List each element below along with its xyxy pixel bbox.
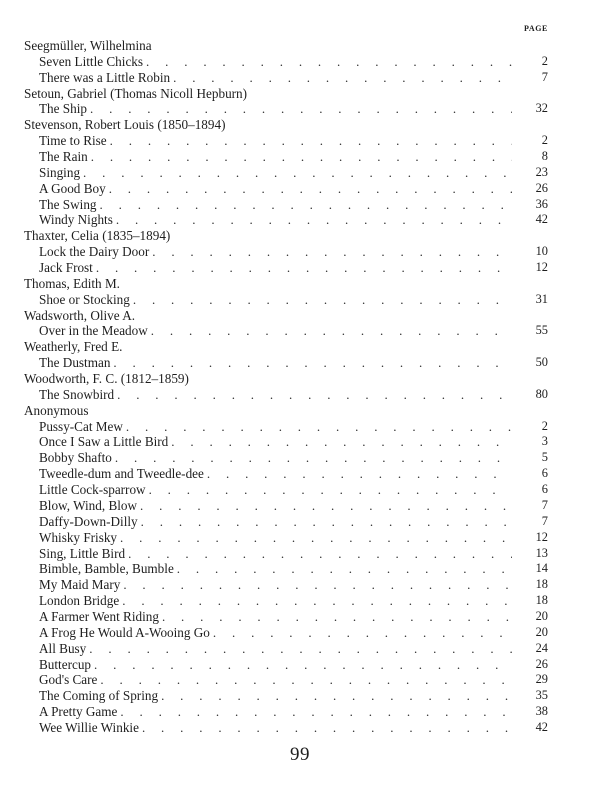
poem-page-number: 13 (535, 545, 548, 560)
poem-entry (24, 657, 548, 673)
dot-leader (141, 514, 512, 530)
poem-entry (24, 577, 548, 593)
author-entry (24, 308, 548, 324)
poem-title: Daffy-Down-Dilly (39, 513, 138, 529)
dot-leader (173, 70, 512, 86)
poem-page-number: 18 (535, 593, 548, 608)
author-entry (24, 339, 548, 355)
dot-leader (113, 355, 512, 371)
poem-title: The Rain (39, 149, 88, 165)
poem-page-number: 50 (535, 355, 548, 370)
dot-leader (149, 482, 512, 498)
poem-page-number: 35 (535, 688, 548, 703)
page-number: 99 (290, 744, 310, 765)
poem-page-number: 5 (541, 450, 548, 465)
author-name: Weatherly, Fred E. (24, 339, 123, 355)
author-entry (24, 228, 548, 244)
poem-page-number: 23 (535, 164, 548, 179)
poem-title: A Frog He Would A-Wooing Go (39, 624, 210, 640)
poem-entry (24, 54, 548, 70)
poem-entry (24, 101, 548, 117)
poem-page-number: 42 (535, 719, 548, 734)
author-entry (24, 371, 548, 387)
dot-leader (161, 688, 512, 704)
dot-leader (96, 260, 512, 276)
poem-page-number: 18 (535, 577, 548, 592)
dot-leader (177, 561, 512, 577)
poem-entry (24, 482, 548, 498)
poem-entry (24, 625, 548, 641)
dot-leader (122, 593, 512, 609)
poem-entry (24, 609, 548, 625)
poem-page-number: 8 (541, 149, 548, 164)
dot-leader (109, 181, 512, 197)
poem-entry (24, 149, 548, 165)
poem-page-number: 2 (541, 418, 548, 433)
poem-page-number: 20 (535, 624, 548, 639)
dot-leader (100, 197, 512, 213)
author-name: Stevenson, Robert Louis (1850–1894) (24, 117, 226, 133)
poem-title: Bimble, Bamble, Bumble (39, 561, 174, 577)
poem-title: A Pretty Game (39, 704, 118, 720)
dot-leader (115, 450, 512, 466)
dot-leader (162, 609, 512, 625)
poem-entry (24, 181, 548, 197)
dot-leader (91, 149, 512, 165)
poem-page-number: 32 (535, 101, 548, 116)
poem-title: Shoe or Stocking (39, 291, 130, 307)
poem-page-number: 42 (535, 212, 548, 227)
dot-leader (213, 625, 512, 641)
poem-entry (24, 323, 548, 339)
poem-title: Blow, Wind, Blow (39, 497, 138, 513)
poem-entry (24, 355, 548, 371)
poem-title: A Farmer Went Riding (39, 608, 159, 624)
dot-leader (89, 641, 512, 657)
poem-title: Whisky Frisky (39, 529, 118, 545)
dot-leader (207, 466, 512, 482)
poem-entry (24, 561, 548, 577)
poem-page-number: 38 (535, 704, 548, 719)
poem-entry (24, 419, 548, 435)
poem-title: Pussy-Cat Mew (39, 418, 123, 434)
author-entry (24, 403, 548, 419)
poem-entry (24, 688, 548, 704)
poem-entry (24, 720, 548, 736)
dot-leader (116, 212, 512, 228)
poem-title: There was a Little Robin (39, 69, 171, 85)
poem-title: Lock the Dairy Door (39, 244, 150, 260)
poem-page-number: 36 (535, 196, 548, 211)
dot-leader (110, 133, 512, 149)
author-entry (24, 38, 548, 54)
dot-leader (128, 546, 512, 562)
poem-page-number: 7 (541, 513, 548, 528)
poem-title: London Bridge (39, 593, 120, 609)
poem-title: Wee Willie Winkie (39, 719, 139, 735)
poem-title: My Maid Mary (39, 577, 121, 593)
poem-entry (24, 593, 548, 609)
poem-title: The Snowbird (39, 386, 115, 402)
poem-entry (24, 197, 548, 213)
poem-page-number: 14 (535, 561, 548, 576)
author-name: Setoun, Gabriel (Thomas Nicoll Hepburn) (24, 85, 248, 101)
dot-leader (100, 672, 512, 688)
poem-entry (24, 260, 548, 276)
dot-leader (90, 101, 512, 117)
poem-page-number: 7 (541, 497, 548, 512)
poem-title: The Coming of Spring (39, 688, 159, 704)
poem-entry (24, 530, 548, 546)
poem-entry (24, 133, 548, 149)
poem-entry (24, 212, 548, 228)
poem-entry (24, 70, 548, 86)
poem-title: Singing (39, 164, 81, 180)
poem-page-number: 24 (535, 640, 548, 655)
poem-title: All Busy (39, 640, 87, 656)
poem-entry (24, 641, 548, 657)
poem-page-number: 2 (541, 53, 548, 68)
dot-leader (133, 292, 512, 308)
poem-page-number: 29 (535, 672, 548, 687)
dot-leader (117, 387, 512, 403)
poem-page-number: 26 (535, 180, 548, 195)
poem-page-number: 26 (535, 656, 548, 671)
page-header-label: PAGE (523, 24, 548, 33)
poem-entry (24, 546, 548, 562)
dot-leader (123, 577, 512, 593)
poem-title: Tweedle-dum and Tweedle-dee (39, 466, 204, 482)
poem-entry (24, 704, 548, 720)
poem-page-number: 2 (541, 133, 548, 148)
index-list (24, 38, 548, 736)
poem-title: A Good Boy (39, 180, 106, 196)
poem-title: Once I Saw a Little Bird (39, 434, 169, 450)
poem-page-number: 12 (535, 529, 548, 544)
poem-title: The Swing (39, 196, 97, 212)
poem-page-number: 3 (541, 434, 548, 449)
author-name: Seegmüller, Wilhelmina (24, 38, 152, 53)
dot-leader (146, 54, 512, 70)
poem-entry (24, 450, 548, 466)
poem-entry (24, 466, 548, 482)
author-name: Thomas, Edith M. (24, 275, 120, 291)
poem-entry (24, 672, 548, 688)
poem-title: Jack Frost (39, 260, 93, 276)
poem-title: Sing, Little Bird (39, 545, 126, 561)
dot-leader (83, 165, 512, 181)
poem-page-number: 20 (535, 608, 548, 623)
poem-page-number: 12 (535, 260, 548, 275)
dot-leader (151, 323, 512, 339)
author-entry (24, 86, 548, 102)
poem-title: Bobby Shafto (39, 450, 112, 466)
dot-leader (120, 530, 512, 546)
poem-entry (24, 244, 548, 260)
poem-entry (24, 387, 548, 403)
author-entry (24, 276, 548, 292)
poem-title: God's Care (39, 672, 98, 688)
dot-leader (120, 704, 512, 720)
poem-page-number: 31 (535, 291, 548, 306)
poem-entry (24, 498, 548, 514)
poem-entry (24, 165, 548, 181)
author-name: Thaxter, Celia (1835–1894) (24, 228, 171, 244)
poem-title: Buttercup (39, 656, 92, 672)
poem-title: The Ship (39, 101, 87, 117)
poem-title: Windy Nights (39, 212, 113, 228)
poem-entry (24, 514, 548, 530)
author-entry (24, 117, 548, 133)
poem-page-number: 55 (535, 323, 548, 338)
dot-leader (142, 720, 512, 736)
poem-title: Seven Little Chicks (39, 53, 144, 69)
poem-page-number: 7 (541, 69, 548, 84)
dot-leader (126, 419, 512, 435)
dot-leader (94, 657, 512, 673)
poem-page-number: 10 (535, 244, 548, 259)
poem-entry (24, 434, 548, 450)
poem-title: Little Cock-sparrow (39, 482, 146, 498)
poem-page-number: 80 (535, 386, 548, 401)
poem-page-number: 6 (541, 482, 548, 497)
dot-leader (171, 434, 512, 450)
poem-title: The Dustman (39, 355, 111, 371)
poem-title: Over in the Meadow (39, 323, 148, 339)
author-name: Anonymous (24, 402, 89, 418)
dot-leader (152, 244, 512, 260)
poem-title: Time to Rise (39, 133, 107, 149)
poem-page-number: 6 (541, 466, 548, 481)
dot-leader (140, 498, 512, 514)
author-name: Wadsworth, Olive A. (24, 307, 136, 323)
author-name: Woodworth, F. C. (1812–1859) (24, 371, 189, 387)
poem-entry (24, 292, 548, 308)
